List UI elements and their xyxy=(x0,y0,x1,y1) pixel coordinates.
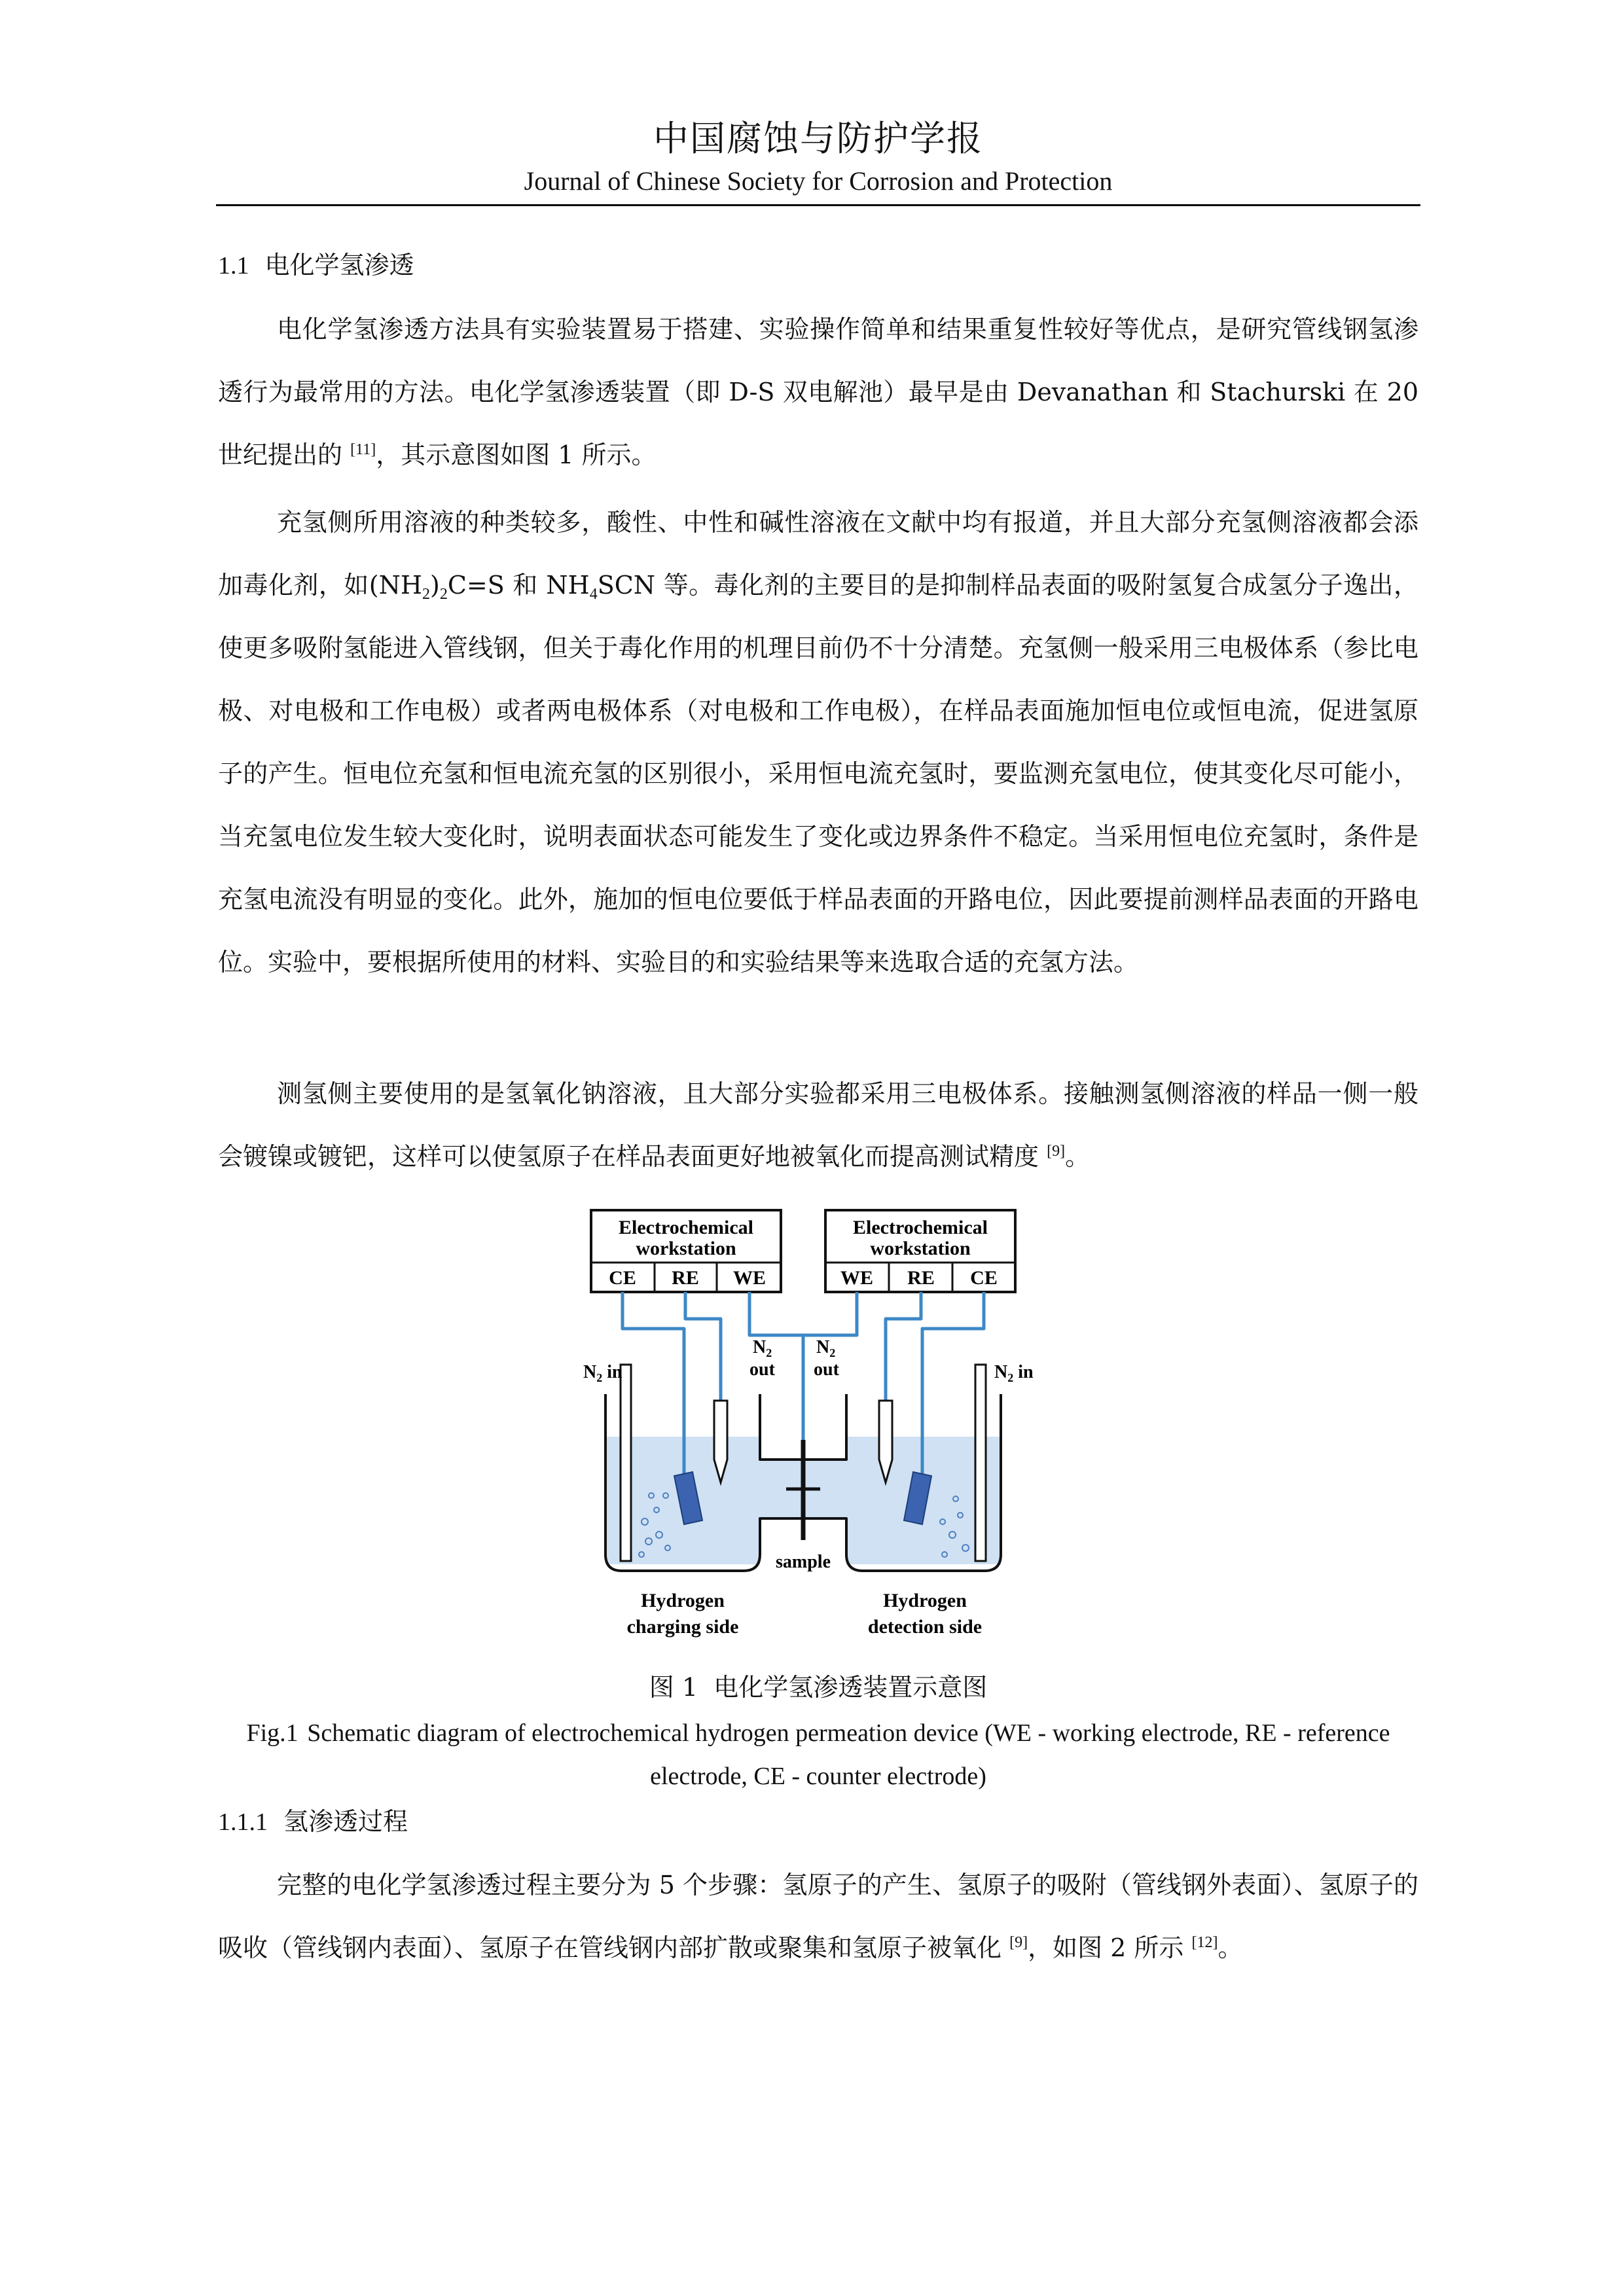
terminal-re-left: RE xyxy=(672,1267,699,1289)
section-number: 1.1.1 xyxy=(218,1808,268,1836)
figure-caption-cn xyxy=(216,1671,1420,1704)
n2-out-right-label: $N_2$ xyxy=(816,1337,836,1359)
journal-title-en: Journal of Chinese Society for Corrosion and Protection xyxy=(524,166,1113,196)
paragraph-text: 完整的电化学氢渗透过程主要分为 5 个步骤：氢原子的产生、氢原子的吸附（管线钢外表面）、氢原子的吸收（管线钢内表面）、氢原子在管线钢内部扩散或聚集和氢原子被氧化 xyxy=(218,1871,1418,1962)
paragraph-text: ，如图 2 所示 xyxy=(1028,1933,1192,1962)
workstation-label-right: Electrochemical xyxy=(852,1217,988,1238)
chem-subscript: 4 xyxy=(589,586,598,603)
figure-1 xyxy=(583,1208,1044,1649)
sample-label: sample xyxy=(776,1552,831,1572)
n2-inlet-tube-left xyxy=(621,1365,631,1561)
section-number: 1.1 xyxy=(218,252,249,279)
paragraph-text: 测氢侧主要使用的是氢氧化钠溶液，且大部分实验都采用三电极体系。接触测氢侧溶液的样品一侧一般会镀镍或镀钯，这样可以使氢原子在样品表面更好地被氧化而提高测试精度 xyxy=(218,1079,1418,1171)
permeation-device-diagram xyxy=(583,1208,1044,1649)
chem-subscript: 2 xyxy=(439,586,448,603)
section-title: 氢渗透过程 xyxy=(283,1807,408,1836)
paragraph-text: SCN 等。毒化剂的主要目的是抑制样品表面的吸附氢复合成氢分子逸出，使更多吸附氢能进入管线钢，但关于毒化作用的机理目前仍不十分清楚。充氢侧一般采用三电极体系（参比电极、对电极和工作电极）或者两电极体系（对电极和工作电极），在样品表面施加恒电位或恒电流，促进氢原子的产生。恒电位充氢和恒电流充氢的区别很小，采用恒电流充氢时，要监测充氢电位，使其变化尽可能小，当充氢电位发生较大变化时，说明表面状态可能发生了变化或边界条件不稳定。当采用恒电位充氢时，条件是充氢电流没有明显的变化。此外，施加的恒电位要低于样品表面的开路电位，因此要提前测样品表面的开路电位。实验中，要根据所使用的材料、实验目的和实验结果等来选取合适的充氢方法。 xyxy=(218,571,1418,977)
section-heading-1-1 xyxy=(218,249,414,282)
wire-we-right xyxy=(803,1292,857,1335)
detection-side-label: detection side xyxy=(867,1616,983,1638)
figure-caption-en xyxy=(216,1712,1420,1798)
paragraph-text: 。 xyxy=(1218,1933,1243,1962)
figure-label: Fig.1 xyxy=(246,1719,298,1747)
charging-side-label: charging side xyxy=(626,1616,739,1638)
paragraph-2 xyxy=(218,491,1418,994)
terminal-we-right: WE xyxy=(840,1267,874,1289)
terminal-re-right: RE xyxy=(907,1267,935,1289)
paragraph-1 xyxy=(218,298,1418,486)
paragraph-text: 充氢侧所用溶液的种类较多，酸性、中性和碱性溶液在文献中均有报道，并且大部分充氢侧溶液都会添加毒化剂，如(NH xyxy=(218,508,1418,600)
chem-subscript: 2 xyxy=(422,586,430,603)
n2-in-left-label: $N_2$ in xyxy=(583,1362,623,1384)
paragraph-text: 电化学氢渗透方法具有实验装置易于搭建、实验操作简单和结果重复性较好等优点，是研究管线钢氢渗透行为最常用的方法。电化学氢渗透装置（即 D-S 双电解池）最早是由 Devanathan 和 Stachurski 在 20 世纪提出的 xyxy=(218,315,1418,469)
n2-out-left-label: $N_2$ xyxy=(753,1337,772,1359)
paragraph-text: ) xyxy=(429,571,440,600)
charging-side-label: Hydrogen xyxy=(641,1590,725,1611)
n2-inlet-tube-right xyxy=(975,1365,986,1561)
paragraph-text: ，其示意图如图 1 所示。 xyxy=(376,440,657,469)
n2-out-right-tail: out xyxy=(814,1359,839,1380)
paragraph-text: C=S 和 NH xyxy=(447,571,590,600)
caption-text: 电化学氢渗透装置示意图 xyxy=(713,1673,988,1702)
journal-header xyxy=(216,118,1420,198)
workstation-label-right: workstation xyxy=(870,1238,971,1259)
journal-title-cn: 中国腐蚀与防护学报 xyxy=(653,118,983,159)
detection-side-label: Hydrogen xyxy=(883,1590,967,1611)
workstation-label-left: workstation xyxy=(636,1238,736,1259)
paragraph-4 xyxy=(218,1854,1418,1979)
section-title: 电化学氢渗透 xyxy=(264,251,414,279)
paragraph-3 xyxy=(218,1062,1418,1188)
figure-label: 图 1 xyxy=(649,1673,698,1702)
section-heading-1-1-1 xyxy=(218,1805,408,1839)
citation-ref: [12] xyxy=(1191,1934,1218,1951)
citation-ref: [9] xyxy=(1047,1143,1066,1160)
wire-re-left xyxy=(685,1292,721,1401)
citation-ref: [9] xyxy=(1009,1934,1028,1951)
terminal-we-left: WE xyxy=(732,1267,767,1289)
terminal-ce-right: CE xyxy=(970,1267,998,1289)
wire-re-right xyxy=(886,1292,921,1401)
n2-in-right-label: $N_2$ in xyxy=(994,1362,1034,1384)
paragraph-text: 。 xyxy=(1065,1142,1091,1171)
n2-out-left-tail: out xyxy=(749,1359,775,1380)
workstation-label-left: Electrochemical xyxy=(618,1217,754,1238)
caption-text: Schematic diagram of electrochemical hydrogen permeation device (WE - working electrode, RE - reference electrode, CE - counter electrode) xyxy=(307,1719,1390,1790)
citation-ref: [11] xyxy=(350,441,376,458)
header-divider xyxy=(216,204,1420,206)
terminal-ce-left: CE xyxy=(609,1267,636,1289)
